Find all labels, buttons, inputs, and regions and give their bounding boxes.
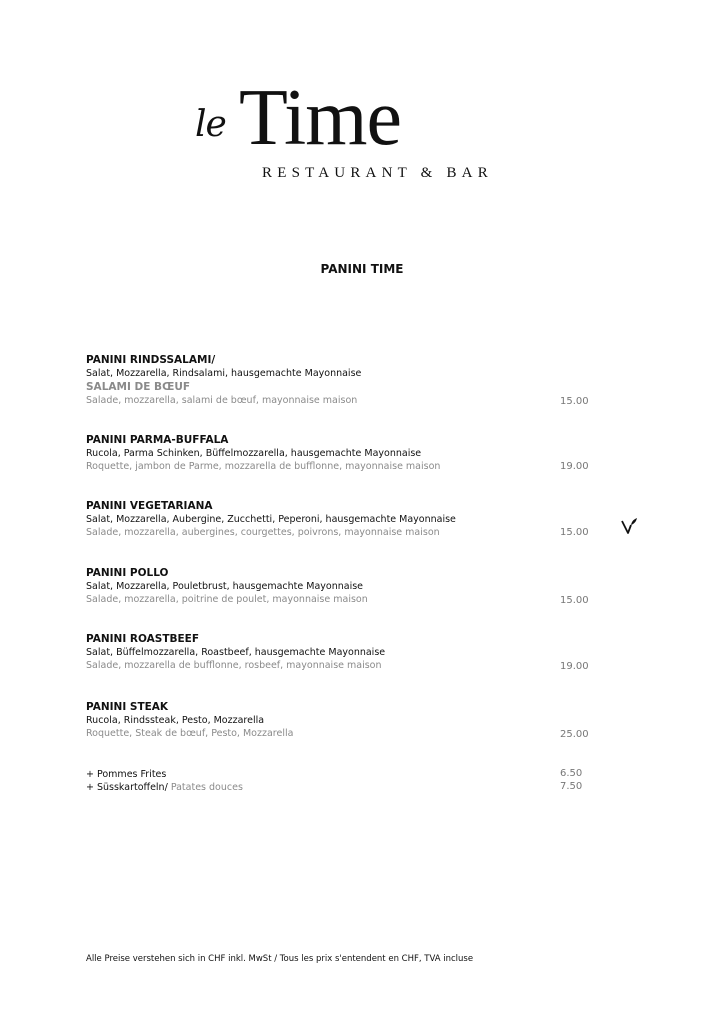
restaurant-logo — [195, 74, 535, 188]
menu-item — [86, 433, 606, 473]
extra-item — [86, 768, 606, 781]
extra-label-de: + Süsskartoffeln/ — [86, 782, 168, 793]
item-desc-fr: Salade, mozzarella, salami de bœuf, mayonnaise maison — [86, 395, 358, 406]
item-desc-de: Rucola, Rindssteak, Pesto, Mozzarella — [86, 715, 265, 726]
extra-label-de: + Pommes Frites — [86, 769, 167, 780]
item-name: PANINI PARMA-BUFFALA — [86, 434, 229, 446]
item-desc-de: Salat, Büffelmozzarella, Roastbeef, hausgemachte Mayonnaise — [86, 647, 386, 658]
item-name: PANINI STEAK — [86, 701, 169, 713]
item-price: 19.00 — [560, 661, 589, 672]
extra-item — [86, 781, 606, 794]
item-price: 15.00 — [560, 595, 589, 606]
item-desc-fr: Salade, mozzarella, aubergines, courgettes, poivrons, mayonnaise maison — [86, 527, 440, 538]
item-desc-de: Salat, Mozzarella, Aubergine, Zucchetti, Peperoni, hausgemachte Mayonnaise — [86, 514, 456, 525]
item-price: 15.00 — [560, 396, 589, 407]
item-desc-fr: Salade, mozzarella de bufflonne, rosbeef, mayonnaise maison — [86, 660, 382, 671]
item-name: PANINI VEGETARIANA — [86, 500, 213, 512]
item-price: 15.00 — [560, 527, 589, 538]
item-name: PANINI RINDSSALAMI/ — [86, 354, 216, 366]
item-desc-de: Salat, Mozzarella, Pouletbrust, hausgemachte Mayonnaise — [86, 581, 364, 592]
logo-prefix: le — [195, 104, 226, 145]
item-desc-de: Salat, Mozzarella, Rindsalami, hausgemachte Mayonnaise — [86, 368, 362, 379]
price-footnote: Alle Preise verstehen sich in CHF inkl. MwSt / Tous les prix s'entendent en CHF, TVA incluse — [86, 954, 474, 964]
item-price: 19.00 — [560, 461, 589, 472]
menu-item — [86, 566, 606, 606]
item-name: PANINI ROASTBEEF — [86, 633, 200, 645]
item-desc-fr: Roquette, jambon de Parme, mozzarella de bufflonne, mayonnaise maison — [86, 461, 441, 472]
logo-tagline: RESTAURANT & BAR — [262, 165, 493, 181]
item-price: 25.00 — [560, 729, 589, 740]
menu-item — [86, 499, 606, 539]
item-desc-de: Rucola, Parma Schinken, Büffelmozzarella, hausgemachte Mayonnaise — [86, 448, 422, 459]
extra-label-fr: Patates douces — [170, 782, 243, 793]
extra-price: 6.50 — [560, 768, 583, 779]
menu-item — [86, 700, 606, 740]
extra-price: 7.50 — [560, 781, 583, 792]
item-name-fr: SALAMI DE BŒUF — [86, 381, 191, 393]
vegetarian-leaf-icon — [620, 516, 638, 536]
logo-name: Time — [239, 74, 402, 162]
item-desc-fr: Roquette, Steak de bœuf, Pesto, Mozzarella — [86, 728, 294, 739]
menu-item — [86, 353, 606, 407]
menu-item — [86, 632, 606, 672]
extras-list — [86, 768, 606, 794]
item-desc-fr: Salade, mozzarella, poitrine de poulet, mayonnaise maison — [86, 594, 368, 605]
item-name: PANINI POLLO — [86, 567, 169, 579]
page-title: PANINI TIME — [320, 262, 404, 276]
